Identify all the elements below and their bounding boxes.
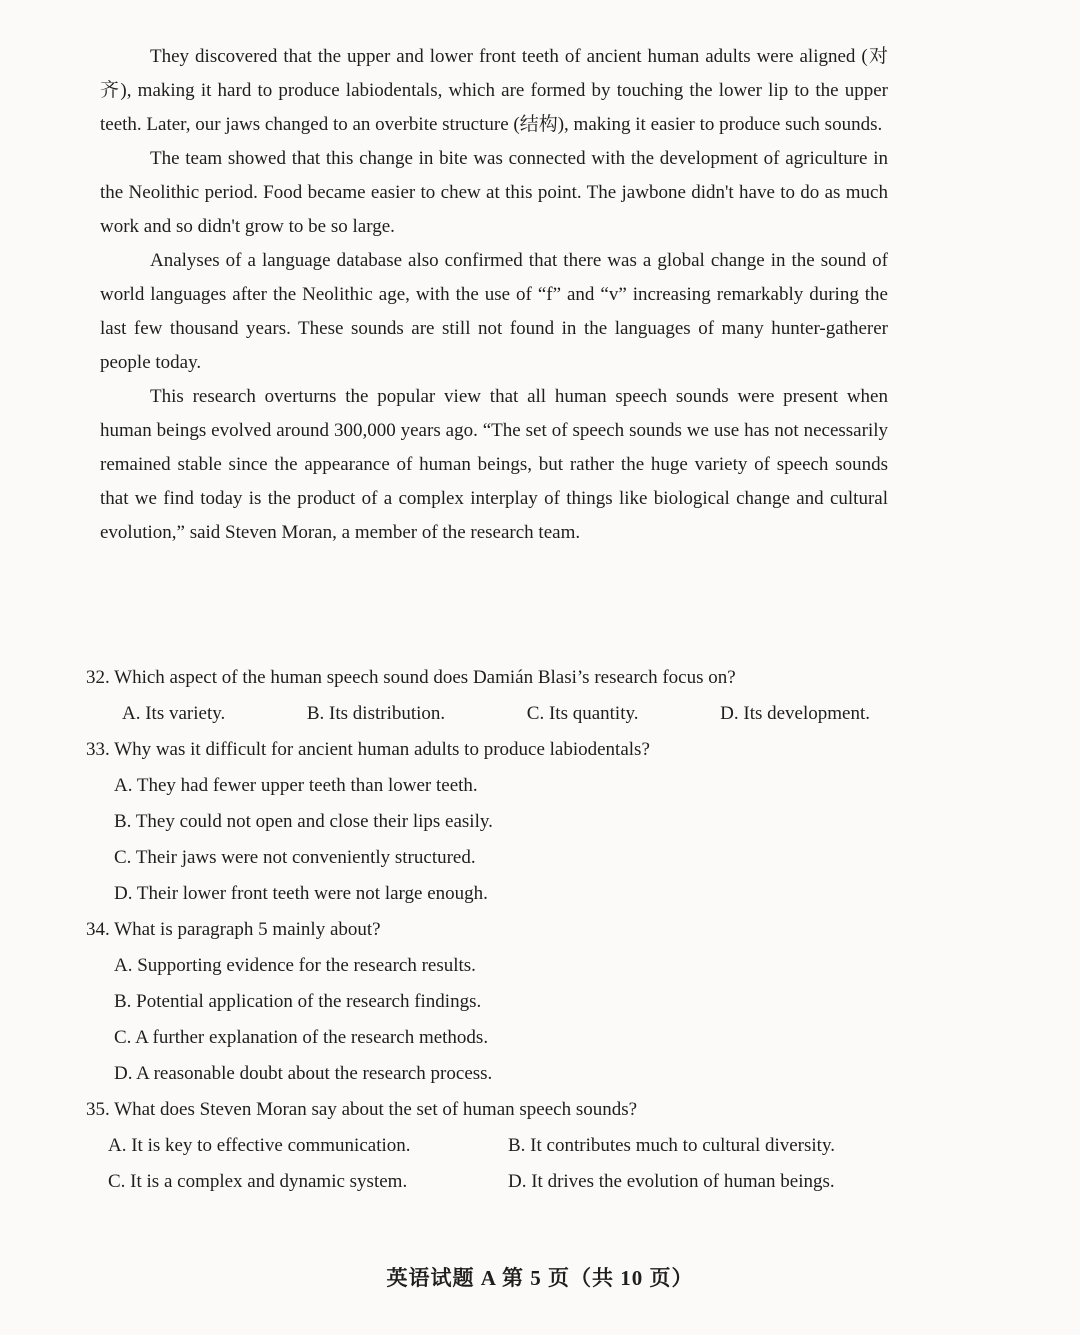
option-c: C. Their jaws were not conveniently structured. [114,847,476,868]
option-list [86,768,886,912]
option-c: C. It is a complex and dynamic system. [108,1171,408,1192]
option-list [86,696,886,732]
paragraph: Analyses of a language database also confirmed that there was a global change in the sound of world languages after the Neolithic age, with the use of “f” and “v” increasing remarkably during the last few thousand years. These sounds are still not found in the languages of many hunter-gatherer people today. [100,250,888,373]
option-b: B. Potential application of the research findings. [114,991,482,1012]
paragraph: The team showed that this change in bite was connected with the development of agriculture in the Neolithic period. Food became easier to chew at this point. The jawbone didn't have to do as much work and so didn't grow to be so large. [100,148,888,237]
reading-passage [100,40,888,550]
question-stem: 32. Which aspect of the human speech sound does Damián Blasi’s research focus on? [86,667,736,688]
option-b: B. They could not open and close their lips easily. [114,811,493,832]
option-a: A. It is key to effective communication. [108,1135,411,1156]
option-c: C. A further explanation of the research methods. [114,1027,489,1048]
option-a: A. They had fewer upper teeth than lower teeth. [114,775,478,796]
question-stem: 34. What is paragraph 5 mainly about? [86,919,381,940]
paragraph: This research overturns the popular view that all human speech sounds were present when human beings evolved around 300,000 years ago. “The set of speech sounds we use has not necessarily remained stable since the appearance of human beings, but rather the huge variety of speech sounds that we find today is the product of a complex interplay of things like biological change and cultural evolution,” said Steven Moran, a member of the research team. [100,386,888,543]
option-a: A. Its variety. [122,703,226,724]
option-list [86,948,886,1092]
option-list [86,1128,886,1200]
question-stem: 35. What does Steven Moran say about the set of human speech sounds? [86,1099,638,1120]
question-34 [86,912,886,1092]
option-c: C. Its quantity. [526,703,639,724]
question-35 [86,1092,886,1200]
question-32 [86,660,886,732]
question-list [86,660,886,1200]
option-b: B. Its distribution. [306,703,446,724]
option-a: A. Supporting evidence for the research results. [114,955,476,976]
question-stem: 33. Why was it difficult for ancient human adults to produce labiodentals? [86,739,650,760]
page-footer: 英语试题 A 第 5 页（共 10 页） [386,1266,694,1290]
paragraph: They discovered that the upper and lower front teeth of ancient human adults were aligned (对齐), making it hard to produce labiodentals, which are formed by touching the lower lip to the upper teeth. Later, our jaws changed to an overbite structure (结构), making it easier to produce such sounds. [100,46,888,135]
option-d: D. A reasonable doubt about the research process. [114,1063,493,1084]
option-d: D. Their lower front teeth were not large enough. [114,883,488,904]
option-d: D. Its development. [720,703,870,724]
option-d: D. It drives the evolution of human beings. [508,1171,835,1192]
option-b: B. It contributes much to cultural diversity. [508,1135,835,1156]
question-33 [86,732,886,912]
